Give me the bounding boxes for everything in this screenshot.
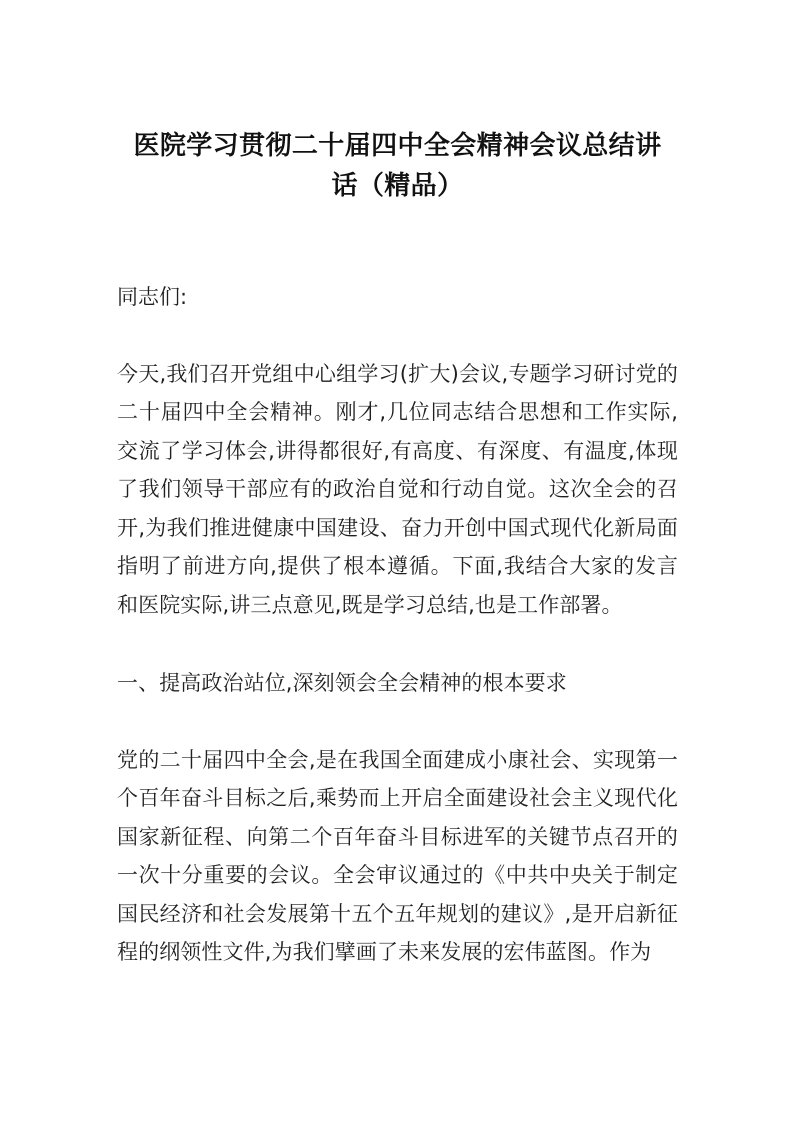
page-title-line-2: 话（精品）: [331, 171, 464, 201]
section-heading-one: 一、提高政治站位,深刻领会全会精神的根本要求: [117, 671, 567, 695]
salutation: 同志们:: [117, 285, 188, 309]
opening-paragraph: 今天,我们召开党组中心组学习(扩大)会议,专题学习研讨党的二十届四中全会精神。刚才,几位同志结合思想和工作实际,交流了学习体会,讲得都很好,有高度、有深度、有温度,体现了我们领导干部应有的政治自觉和行动自觉。这次全会的召开,为我们推进健康中国建设、奋力开创中国式现代化新局面指明了前进方向,提供了根本遵循。下面,我结合大家的发言和医院实际,讲三点意见,既是学习总结,也是工作部署。: [117, 361, 678, 617]
page-title-line-1: 医院学习贯彻二十届四中全会精神会议总结讲: [133, 131, 662, 161]
page-title: [117, 0, 678, 206]
section-one-paragraph-one: 党的二十届四中全会,是在我国全面建成小康社会、实现第一个百年奋斗目标之后,乘势而上开启全面建设社会主义现代化国家新征程、向第二个百年奋斗目标进军的关键节点召开的一次十分重要的会议。全会审议通过的《中共中央关于制定国民经济和社会发展第十五个五年规划的建议》,是开启新征程的纲领性文件,为我们擘画了未来发展的宏伟蓝图。作为: [117, 747, 678, 964]
document-body: [117, 0, 678, 972]
